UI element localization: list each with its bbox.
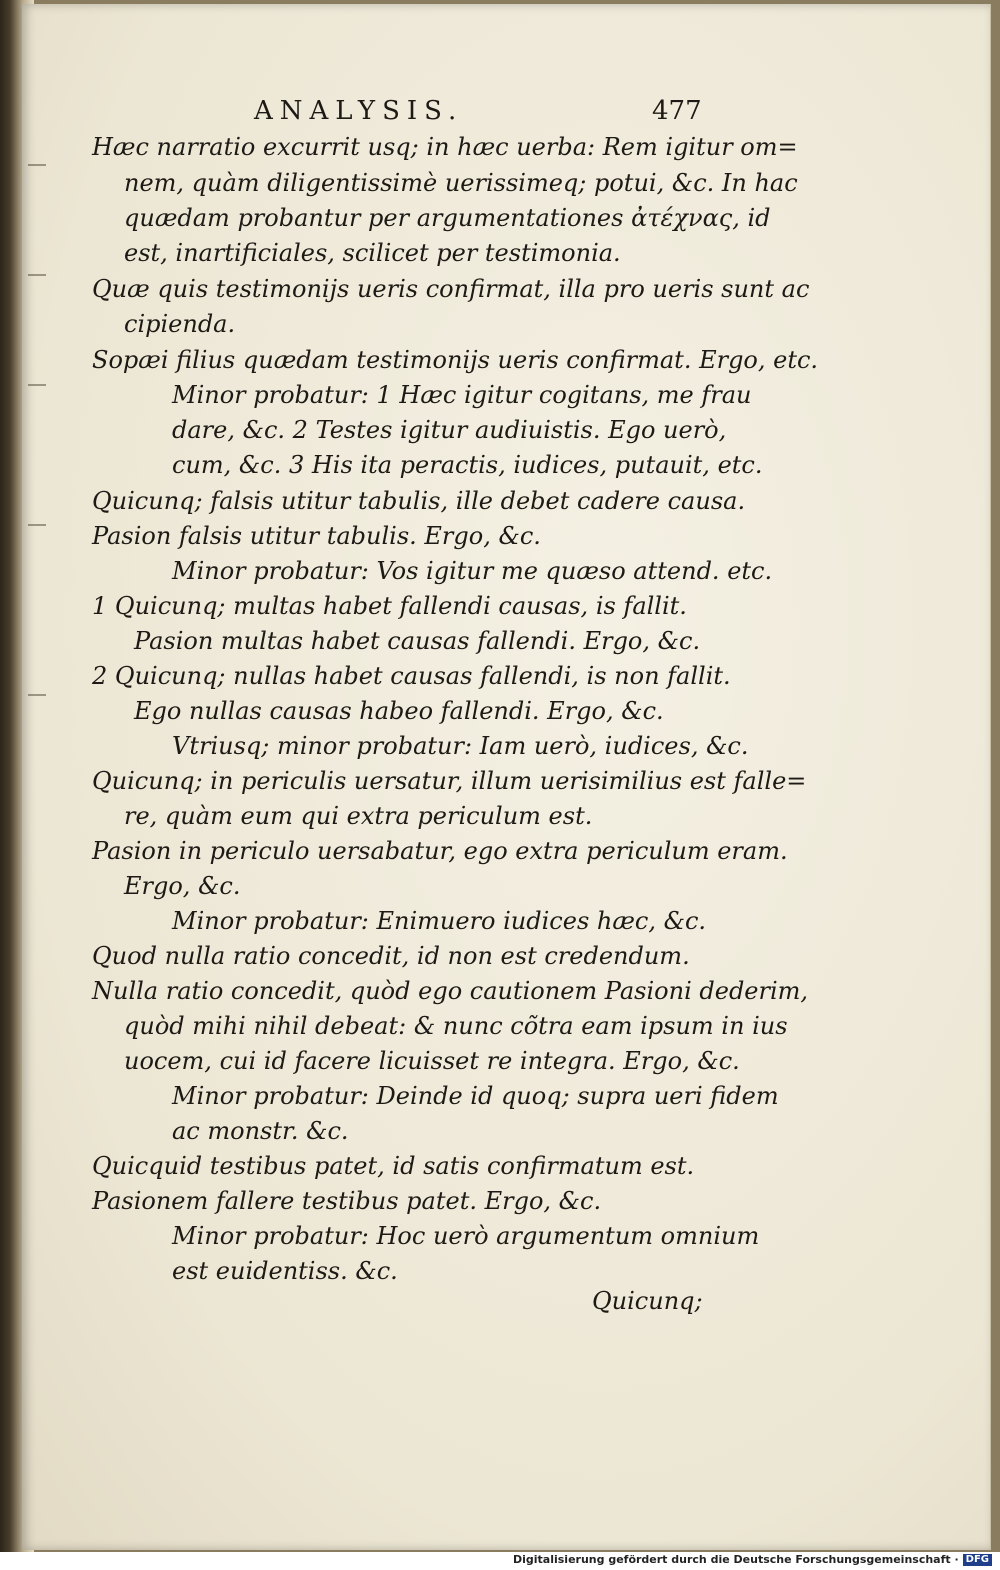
text-line: cipienda.: [124, 310, 236, 338]
text-line: Hæc narratio excurrit usq; in hæc uerba: Rem igitur om=: [92, 133, 798, 161]
dfg-logo-icon: DFG: [963, 1554, 992, 1566]
digitization-footer: [0, 1552, 1000, 1570]
text-line: cum, &c. 3 His ita peractis, iudices, putauit, etc.: [172, 451, 763, 479]
text-line: Minor probatur: Deinde id quoq; supra ueri fidem: [172, 1082, 779, 1110]
text-line: nem, quàm diligentissimè uerissimeq; potui, &c. In hac: [124, 169, 798, 197]
text-line: 2 Quicunq; nullas habet causas fallendi, is non fallit.: [92, 662, 731, 690]
text-line: Quod nulla ratio concedit, id non est credendum.: [92, 942, 690, 970]
footer-credit-text: Digitalisierung gefördert durch die Deutsche Forschungsgemeinschaft ·: [512, 1553, 959, 1566]
text-line: Quicquid testibus patet, id satis confirmatum est.: [92, 1152, 695, 1180]
text-line: Ergo, &c.: [124, 872, 241, 900]
running-head: ANALYSIS.: [254, 96, 464, 126]
text-line: ac monstr. &c.: [172, 1117, 349, 1145]
text-line: Sopæi filius quædam testimonijs ueris confirmat. Ergo, etc.: [92, 346, 819, 374]
text-line: Quæ quis testimonijs ueris confirmat, illa pro ueris sunt ac: [92, 275, 810, 303]
text-line: Minor probatur: Enimuero iudices hæc, &c.: [172, 907, 707, 935]
text-line: re, quàm eum qui extra periculum est.: [124, 802, 593, 830]
page-number: 477: [652, 96, 702, 126]
text-line: Pasion multas habet causas fallendi. Ergo, &c.: [134, 627, 701, 655]
text-line: Minor probatur: Hoc uerò argumentum omnium: [172, 1222, 760, 1250]
text-line: quædam probantur per argumentationes ἀτέχνας, id: [124, 204, 771, 232]
text-line: uocem, cui id facere licuisset re integra. Ergo, &c.: [124, 1047, 740, 1075]
text-line: Quicunq; falsis utitur tabulis, ille debet cadere causa.: [92, 487, 746, 515]
text-line: Minor probatur: Vos igitur me quæso attend. etc.: [172, 557, 773, 585]
text-line: quòd mihi nihil debeat: & nunc cõtra eam ipsum in ius: [124, 1012, 788, 1040]
text-line: Minor probatur: 1 Hæc igitur cogitans, me frau: [172, 381, 752, 409]
text-line: Pasion in periculo uersabatur, ego extra periculum eram.: [92, 837, 788, 865]
text-line: Vtriusq; minor probatur: Iam uerò, iudices, &c.: [172, 732, 749, 760]
text-line: est, inartificiales, scilicet per testimonia.: [124, 239, 621, 267]
text-line: est euidentiss. &c.: [172, 1257, 398, 1285]
text-line: Nulla ratio concedit, quòd ego cautionem Pasioni dederim,: [92, 977, 809, 1005]
footer-credit: [513, 1553, 992, 1566]
text-line: Ego nullas causas habeo fallendi. Ergo, &c.: [134, 697, 664, 725]
text-line: Quicunq; in periculis uersatur, illum uerisimilius est falle=: [92, 767, 807, 795]
text-line: 1 Quicunq; multas habet fallendi causas, is fallit.: [92, 592, 687, 620]
catchword: Quicunq;: [592, 1287, 703, 1315]
text-line: Pasionem fallere testibus patet. Ergo, &c.: [92, 1187, 602, 1215]
text-line: dare, &c. 2 Testes igitur audiuistis. Ego uerò,: [172, 416, 727, 444]
text-line: Pasion falsis utitur tabulis. Ergo, &c.: [92, 522, 541, 550]
